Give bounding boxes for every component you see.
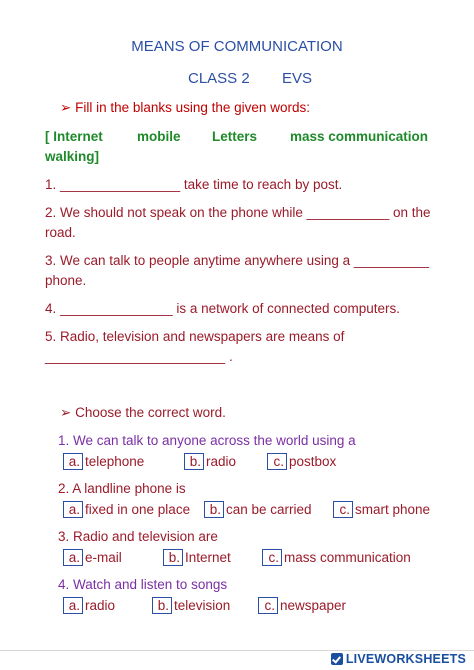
mcq-option[interactable]: a. e-mail	[63, 549, 122, 566]
fill-question-1[interactable]: 1. ________________ take time to reach by post.	[45, 177, 343, 192]
section2-instruction	[60, 405, 226, 421]
word-bank-item: Letters	[212, 129, 258, 144]
mcq-option[interactable]: c. newspaper	[258, 597, 346, 614]
option-checkbox[interactable]: c.	[262, 549, 282, 566]
instruction-text: Choose the correct word.	[75, 405, 226, 420]
bullet-arrow-icon: ➢	[60, 405, 72, 420]
option-checkbox[interactable]: b.	[204, 501, 224, 518]
fill-question-2[interactable]: 2. We should not speak on the phone while ___________ on the	[45, 205, 431, 220]
page-title: MEANS OF COMMUNICATION	[131, 38, 343, 55]
option-checkbox[interactable]: c.	[258, 597, 278, 614]
mcq-option[interactable]: b. television	[152, 597, 230, 614]
subject-label: EVS	[282, 70, 313, 87]
option-checkbox[interactable]: a.	[63, 501, 83, 518]
bullet-arrow-icon: ➢	[60, 100, 72, 115]
option-checkbox[interactable]: b.	[163, 549, 183, 566]
option-checkbox[interactable]: a.	[63, 597, 83, 614]
section1-instruction	[60, 100, 310, 116]
option-checkbox[interactable]: b.	[184, 453, 204, 470]
mcq-question-1: 1. We can talk to anyone across the world using a	[58, 433, 356, 448]
mcq-option[interactable]: b. can be carried	[204, 501, 312, 518]
word-bank-item: mass communication	[290, 129, 429, 144]
mcq-option[interactable]: c. smart phone	[333, 501, 430, 518]
mcq-option[interactable]: b. Internet	[163, 549, 231, 566]
word-bank-item: mobile	[137, 129, 181, 144]
mcq-option[interactable]: c. mass communication	[262, 549, 411, 566]
option-checkbox[interactable]: b.	[152, 597, 172, 614]
fill-question-3-cont: phone.	[45, 273, 87, 288]
mcq-option[interactable]: c. postbox	[267, 453, 336, 470]
mcq-option[interactable]: a. radio	[63, 597, 115, 614]
mcq-question-4: 4. Watch and listen to songs	[58, 577, 228, 592]
mcq-option[interactable]: a. telephone	[63, 453, 144, 470]
fill-question-3[interactable]: 3. We can talk to people anytime anywhere using a __________	[45, 253, 430, 268]
word-bank-item: walking]	[45, 149, 100, 164]
fill-question-5-blank[interactable]: ________________________ .	[45, 349, 233, 364]
brand-logo[interactable]: LIVEWORKSHEETS	[331, 652, 466, 666]
class-label: CLASS 2	[188, 70, 250, 87]
option-checkbox[interactable]: a.	[63, 549, 83, 566]
fill-question-4[interactable]: 4. _______________ is a network of connected computers.	[45, 301, 400, 316]
mcq-option[interactable]: a. fixed in one place	[63, 501, 190, 518]
check-icon	[331, 653, 343, 665]
fill-question-5: 5. Radio, television and newspapers are means of	[45, 329, 345, 344]
fill-question-2-cont: road.	[45, 225, 76, 240]
option-checkbox[interactable]: a.	[63, 453, 83, 470]
word-bank-item: [ Internet	[45, 129, 103, 144]
instruction-text: Fill in the blanks using the given words:	[75, 100, 310, 115]
mcq-option[interactable]: b. radio	[184, 453, 236, 470]
mcq-question-3: 3. Radio and television are	[58, 529, 218, 544]
mcq-question-2: 2. A landline phone is	[58, 481, 186, 496]
option-checkbox[interactable]: c.	[333, 501, 353, 518]
option-checkbox[interactable]: c.	[267, 453, 287, 470]
